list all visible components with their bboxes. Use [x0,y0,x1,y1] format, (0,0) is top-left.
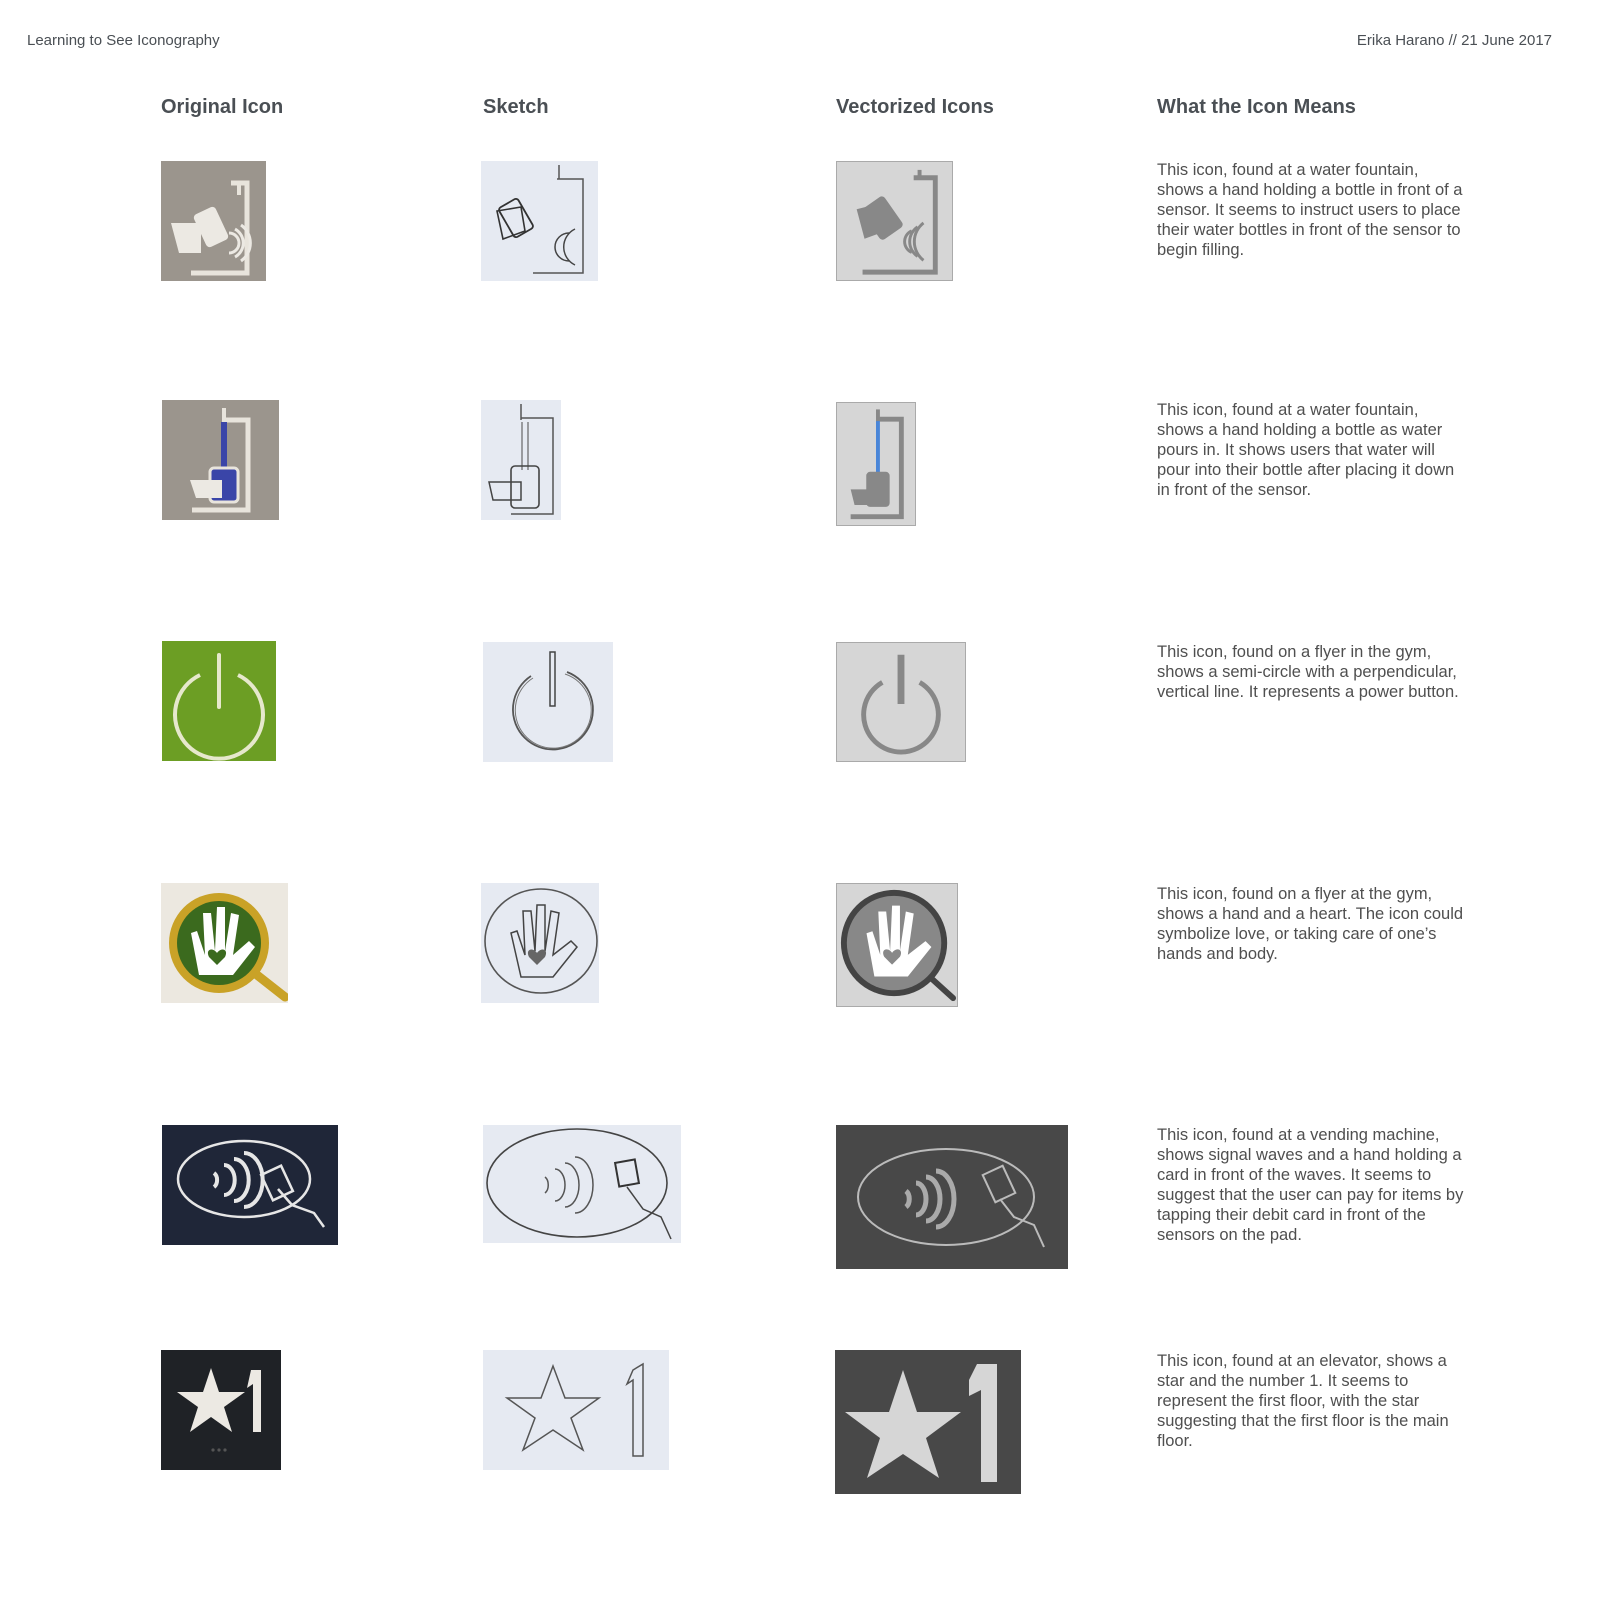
row-3-description: This icon, found on a flyer in the gym, shows a semi-circle with a perpendicular, vertical line. It represents a power button. [1157,643,1459,701]
sketch-contactless-card-icon [483,1125,681,1243]
row-2-description: This icon, found at a water fountain, shows a hand holding a bottle as water pours in. It shows users that water will pour into their bottle after placing it down in front of the sensor. [1157,401,1455,499]
vector-contactless-card-icon [836,1125,1068,1269]
vector-bottle-sensor-icon [836,161,953,281]
row-4-description: This icon, found on a flyer at the gym, shows a hand and a heart. The icon could symbolize love, or taking care of one’s hands and body. [1157,885,1464,963]
sketch-bottle-sensor-icon [481,161,598,281]
column-header-meaning: What the Icon Means [1157,96,1356,118]
row-6-description: This icon, found at an elevator, shows a star and the number 1. It seems to represent the first floor, with the star suggesting that the first floor is the main floor. [1157,1352,1449,1450]
original-contactless-card-icon [162,1125,338,1245]
original-power-icon [162,641,276,761]
row-5-description: This icon, found at a vending machine, shows signal waves and a hand holding a card in front of the waves. It seems to suggest that the user can pay for items by tapping their debit card in front of the sensors on the pad. [1157,1126,1464,1244]
column-header-original: Original Icon [161,96,284,118]
document-title: Learning to See Iconography [27,32,220,49]
sketch-star-one-icon [483,1350,669,1470]
vector-bottle-filling-icon [836,402,916,526]
vector-star-one-icon [835,1350,1021,1494]
row-1-description: This icon, found at a water fountain, shows a hand holding a bottle in front of a sensor. It seems to instruct users to place their water bottles in front of the sensor to begin filling. [1157,161,1463,259]
original-bottle-sensor-icon [161,161,266,281]
sketch-bottle-filling-icon [481,400,561,520]
vector-power-icon [836,642,966,762]
column-header-sketch: Sketch [483,96,549,118]
author-date: Erika Harano // 21 June 2017 [1356,32,1552,49]
original-hand-heart-icon [161,883,288,1003]
sketch-hand-heart-icon [481,883,599,1003]
original-bottle-filling-icon [162,400,279,520]
sketch-power-icon [483,642,613,762]
original-star-one-icon [161,1350,281,1470]
column-header-vectorized: Vectorized Icons [836,96,994,118]
vector-hand-heart-icon [836,883,958,1007]
